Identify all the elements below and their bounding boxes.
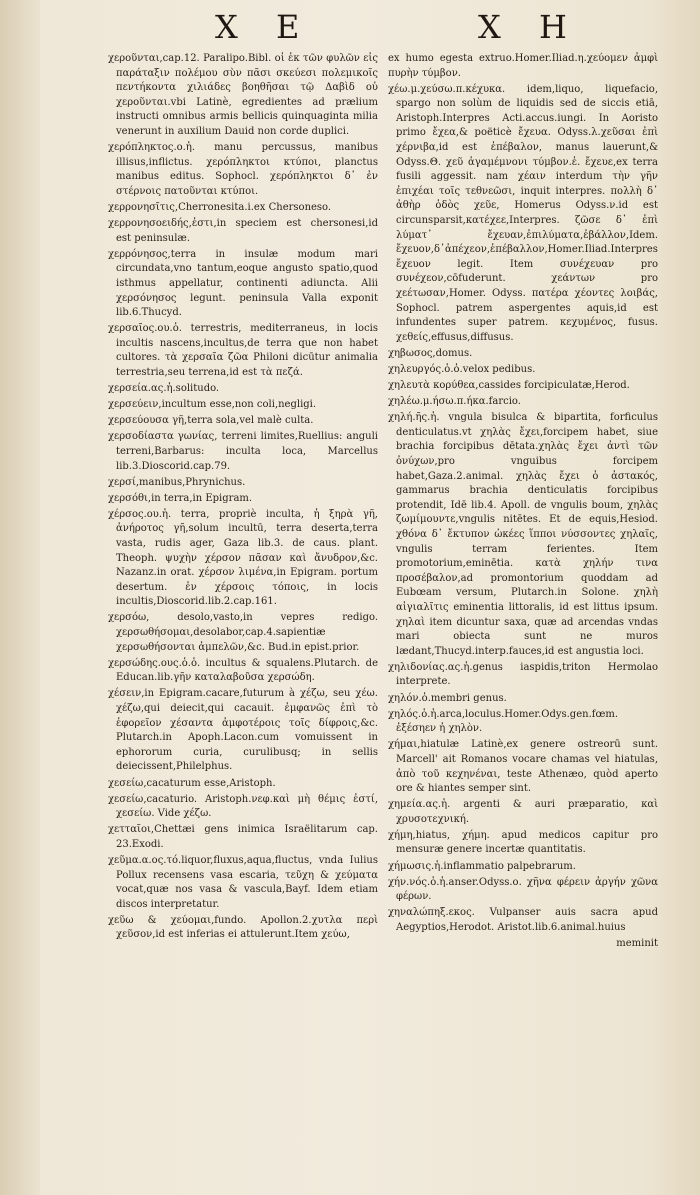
entry: χερόπληκτος.ο.ἡ. manu percussus, manibus illisus,inflictus. χερόπληκτοι κτύποι, planctus manibus editus. Sophocl. χερόπληκτοι δ᾽ ἐν στέρνοις πατοῦνται κτύποι. — [108, 142, 378, 197]
entry: χεῦω & χεύομαι,fundo. Apollon.2.χυτλα περὶ χεῦσον,id est inferias ei attulerunt.Item χεύω, — [108, 914, 378, 941]
running-head-left: X E — [215, 8, 314, 46]
entry: χέσειν,in Epigram.cacare,futurum à χέζω, seu χέω. χέζω,qui deiecit,qui cacauit. ἐμφανῶς ἐπὶ τὸ ἐφορεῖον χέσαντα ἀμφοτέροις τοῖς δίφροις,&c. Plutarch.in Apoph.Lacon.cum vomuissent in ephororum curia, curulibusq; in sellis deiecissent,Philelphus. — [108, 688, 378, 773]
entry: χεῦμα.α.ος.τό.liquor,fluxus,aqua,fluctus, vnda Iulius Pollux recensens vasa escaria, τεῦχη & χεύματα vocat,quæ nos vasa & vascula,Bayf. Idem etiam discos interpretatur. — [108, 854, 378, 910]
entry: χηλευργός.ὁ.ὁ.velox pedibus. — [388, 363, 536, 375]
entry: χερσεύειν,incultum esse,non coli,negligi. — [108, 399, 317, 411]
entry: χήμωσις.ἡ.inflammatio palpebrarum. — [388, 860, 576, 872]
entry: χήμη,hiatus, χήμη. apud medicos capitur pro mensuræ genere incertæ quantitatis. — [388, 829, 658, 856]
entry: χετταῖοι,Chettæi gens inimica Israëlitarum cap. 23.Exodi. — [108, 824, 378, 850]
entry-continuation: ex humo egesta extruo.Homer.Iliad.η.χεύομεν ἀμφὶ πυρὴν τύμβον. — [388, 53, 658, 79]
entry: χηβωσος,domus. — [388, 347, 473, 359]
entry: χέρσος.ου.ἡ. terra, propriè inculta, ἡ ξηρὰ γῆ, ἀνήροτος γῆ,solum incultū, terra deserta,terra vasta, rudis ager, Gaza lib.3. de caus. plant. Theoph. ψυχὴν χέρσον πᾶσαν καὶ ἄνυδρον,&c. Nazanz.in orat. χέρσον λιμένα,in Epigram. portum desertum. ἐν χέρσοις τόποις, in locis incultis,Dioscorid.lib.2.cap.161. — [108, 508, 378, 608]
running-head-right: X H — [478, 8, 581, 46]
binding-gutter — [0, 0, 40, 1195]
entry: χερρονησοειδής,ἐστι,in speciem est chersonesi,id est peninsulæ. — [108, 218, 378, 244]
entry: χερσόθι,in terra,in Epigram. — [108, 492, 253, 504]
left-column — [108, 52, 378, 945]
entry: χεροῦνται,cap.12. Paralipo.Bibl. οἱ ἐκ τῶν φυλῶν εἰς παράταξιν πολέμου σὺν πᾶσι σκεύεσι πολεμικοῖς πεντήκοντα χιλιάδες βοηθῆσαι τῷ Δαβὶδ οὐ χεροῦνται.vbi Latinè, egredientes ad prælium instructi omnibus armis bellicis quinquaginta milia venerunt in auxilium Dauid non corde duplici. — [108, 53, 378, 137]
entry: χερρόνησος,terra in insulæ modum mari circundata,vno tantum,eoque angusto spatio,quod isthmus appellatur, continenti adiuncta. Alii χερσόνησος legunt. peninsula Valla exponit lib.6.Thucyd. — [108, 248, 378, 319]
entry: χέω.μ.χεύσω.π.κέχυκα. idem,liquo, liquefacio, spargo non solùm de liquidis sed de siccis etiā, Aristoph.Interpres Acti.accus.iungi. In Aoristo primo ἔχεα,& poëticè ἔχευα. Odyss.λ.χεῦσαι ἐπὶ χέρνιβα,id est ἐπέβαλον, manus lauerunt,& Odyss.Θ. χεῦ ἀγαμέμνονι τύμβον.ἐ. ἔχευε,ex terra fusili aggessit. nam χέαιν interdum τὴν γῆν ἐπιχέαι τοῖς τεθνεῶσι, inquit interpres. πολλὴ δ᾽ ἀθὴρ ὁδὸς χεῦε, Homerus Odyss.ν.id est circunsparsit,κατέχεε,Interpres. ζῶσε δ᾽ ἐπὶ λύματ᾽ ἔχευαν,ἐπιλύματα,ἐβάλλον,Idem. ἔχευον,δ᾽ἀπέχεον,ἐπέβαλλον,Homer.Iliad.Interpres ἔχευον legit. Item συνέχευαν pro συνέχεον,cōfuderunt. χεάντων pro χεέτωσαν,Homer. Odyss. πατέρα χέοντες λοιβάς, Sophocl. patrem aspergentes aquis,id est infundentes super patrem. κεχυμένος, fusus. χεθείς,effusus,diffusus. — [388, 83, 658, 343]
entry: χεσείω,cacaturio. Aristoph.νεφ.καὶ μὴ θέμις ἐστί, χεσείω. Vide χέζω. — [108, 793, 378, 820]
entry: χηλόν.ὁ.membri genus. — [388, 692, 507, 704]
entry: χηλιδονίας.ας.ἡ.genus iaspidis,triton Hermolao interprete. — [388, 661, 658, 688]
entry: χεσείω,cacaturum esse,Aristoph. — [108, 777, 276, 789]
entry: χερσαῖος.ου.ὁ. terrestris, mediterraneus, in locis incultis nascens,incultus,de terra que non habet cultores. τὰ χερσαῖα ζῶα Philoni dicūtur animalia terrestria,seu terrena,id est τὰ πεζά. — [108, 323, 378, 378]
catchword: meminit — [616, 938, 658, 950]
entry: χερρονησῖτις,Cherronesita.i.ex Chersoneso. — [108, 201, 332, 213]
entry: χηλευτὰ κορύθεα,cassides forcipiculatæ,Herod. — [388, 380, 630, 392]
entry: χηναλώπηξ.εκος. Vulpanser auis sacra apud Aegyptios,Herodot. Aristot.lib.6.animal.huius — [388, 907, 658, 933]
entry: χερσοδίαστα γωνίας, terreni limites,Ruellius: anguli terreni,Barbarus: inculta loca, Marcellus lib.3.Dioscorid.cap.79. — [108, 431, 378, 472]
entry: χερσεία.ας.ἡ.solitudo. — [108, 383, 220, 395]
entry: χερσεύουσα γῆ,terra sola,vel malè culta. — [108, 415, 314, 427]
entry: χημεία.ας.ἡ. argenti & auri præparatio, καὶ χρυσοτεχνική. — [388, 799, 658, 825]
entry: χερσώδης.ους.ὁ.ὁ. incultus & squalens.Plutarch. de Educan.lib.γῆν καταλαβοῦσα χερσώδη. — [108, 657, 378, 684]
right-column — [388, 52, 658, 953]
entry: χήν.νός.ὁ.ἡ.anser.Odyss.ο. χῆνα φέρειν ἀργήν χῶνα φέρων. — [388, 876, 658, 903]
entry: χερσί,manibus,Phrynichus. — [108, 476, 246, 488]
entry: χερσόω, desolo,vasto,in vepres redigo. χερσωθήσομαι,desolabor,cap.4.sapientiæ χερσωθήσονται ἀμπελῶν,&c. Bud.in epist.prior. — [108, 612, 378, 653]
entry: χηλέω.μ.ήσω.π.ήκα.farcio. — [388, 396, 521, 408]
entry: χηλός.ὁ.ἡ.arca,loculus.Homer.Odys.gen.fœm. ἐξέσηεν ἠ χηλὸν. — [388, 708, 618, 735]
entry: χηλή.ῆς.ἡ. vngula bisulca & bipartita, forficulus denticulatus.vt χηλὰς ἔχει,forcipem habet, siue brachia forcipibus dētata.χηλὰς ἔχει ἀντὶ τῶν ὀνύχων,pro vnguibus forcipem habet,Gaza.2.animal. χηλὰς ἔχει ὁ ἀστακός, gammarus brachia denticulatis forcipibus protendit, Idē lib.4. Apoll. de vngulis boum, χηλὰς ζωμίμουντε,vngulis nitētes. Et de equis,Hesiod. χθόνα δ᾽ ἔκτυπον ὠκέες ἵπποι νύσσοντες χηλαῖς, vngulis terram ferientes. Item promotorium,eminētia. κατὰ χηλήν τινα προσέβαλον,ad promontorium quoddam ad Eubœam versum, Plutarch.in Solone. χηλὴ αἰγιαλῖτις eminentia littoralis, id est littus ipsum. χηλαὶ item dicuntur saxa, quæ ad arcendas vndas mari obiecta sunt ne muros lædant,Thucyd.interp.fauces,id est angustia loci. — [388, 412, 658, 657]
entry: χήμαι,hiatulæ Latinè,ex genere ostreorū sunt. Marcell' ait Romanos vocare chamas vel hiatulas, ἀπὸ τοῦ κεχηνέναι, teste Athenæo, quòd aperto ore & hiantes semper sint. — [388, 739, 658, 795]
